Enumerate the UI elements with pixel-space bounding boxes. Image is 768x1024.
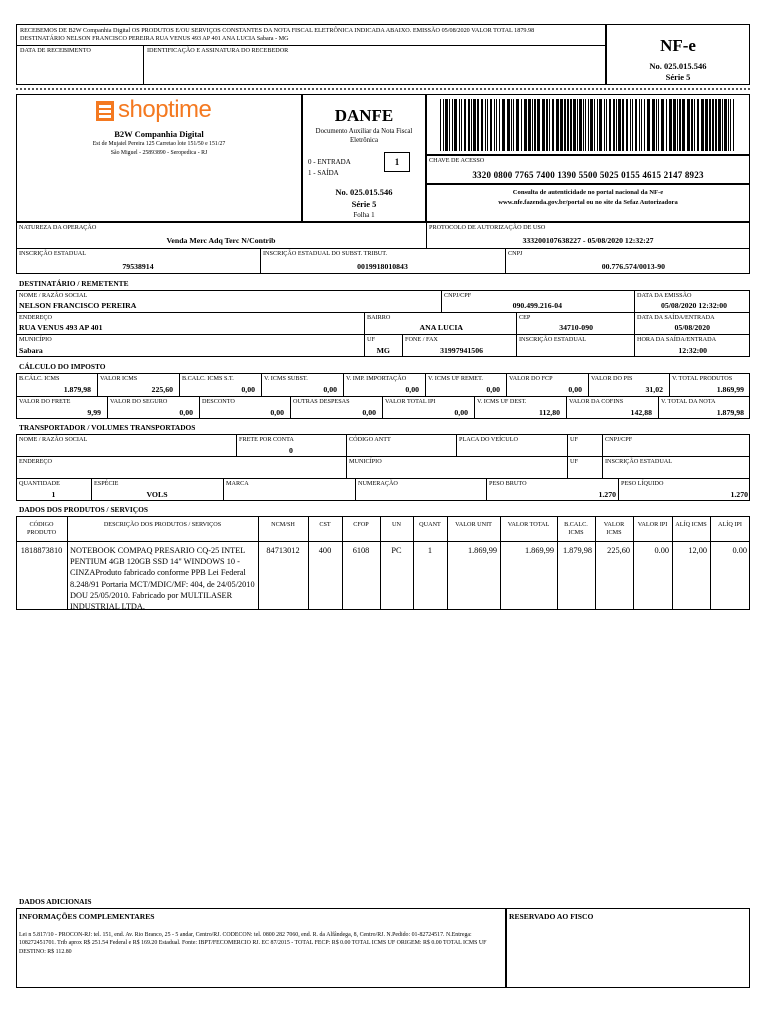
- cell-divider: [107, 396, 108, 419]
- barcode-bar: [552, 99, 554, 151]
- imposto-value: 0,00: [454, 408, 468, 417]
- transp-frete: 0: [289, 446, 293, 455]
- barcode-bar: [556, 99, 559, 151]
- canhoto-text: [20, 27, 604, 43]
- barcode-bar: [585, 99, 586, 151]
- transp-endereco-label: ENDEREÇO: [19, 458, 52, 465]
- column-divider: [380, 516, 381, 610]
- column-header: VALOR IPI: [637, 521, 668, 528]
- product-cell: PC: [391, 546, 402, 555]
- danfe-subtitle: Documento Auxiliar da Nota Fiscal Eletrônica: [315, 128, 413, 145]
- product-cell: 0.00: [732, 546, 747, 555]
- barcode-bar: [481, 99, 483, 151]
- protocolo-value: 333200107638227 - 05/08/2020 12:32:27: [522, 236, 654, 245]
- barcode-bar: [652, 99, 655, 151]
- dest-municipio: Sabara: [19, 346, 43, 355]
- barcode-bar: [490, 99, 492, 151]
- barcode: [438, 99, 738, 151]
- cell-divider: [669, 373, 670, 396]
- dest-saida: 05/08/2020: [674, 323, 710, 332]
- column-header: UN: [392, 521, 401, 528]
- barcode-bar: [687, 99, 690, 151]
- barcode-bar: [513, 99, 514, 151]
- barcode-bar: [528, 99, 531, 151]
- imposto-label: VALOR ICMS: [100, 375, 138, 382]
- barcode-bar: [524, 99, 527, 151]
- barcode-bar: [560, 99, 563, 151]
- cut-line: [16, 88, 750, 90]
- product-cell: 12,00: [688, 546, 707, 555]
- barcode-bar: [499, 99, 500, 151]
- column-header: B.CALC. ICMS: [564, 521, 588, 537]
- barcode-bar: [722, 99, 723, 151]
- barcode-bar: [588, 99, 589, 151]
- column-header: CFOP: [353, 521, 369, 528]
- dest-emissao-label: DATA DA EMISSÃO: [637, 292, 692, 299]
- barcode-bar: [644, 99, 645, 151]
- cell-divider: [179, 373, 180, 396]
- barcode-bar: [733, 99, 734, 151]
- cell-divider: [566, 396, 567, 419]
- danfe-number: No. 025.015.546: [335, 187, 393, 197]
- barcode-bar: [477, 99, 479, 151]
- product-cell: 400: [318, 546, 332, 555]
- barcode-bar: [599, 99, 602, 151]
- column-divider: [413, 516, 414, 610]
- barcode-bar: [730, 99, 731, 151]
- barcode-bar: [616, 99, 617, 151]
- dest-bairro: ANA LUCIA: [419, 323, 463, 332]
- imposto-value: 112,80: [538, 408, 560, 417]
- cell-divider: [474, 396, 475, 419]
- canhoto-line1: RECEBEMOS DE B2W Companhia Digital OS PRODUTOS E/OU SERVIÇOS CONSTANTES DA NOTA FISCAL ELETRÔNICA INDICADA ABAIXO. EMISSÃO 05/08/2020 VALOR TOTAL 1879.98: [20, 27, 535, 34]
- cell-divider: [261, 373, 262, 396]
- dest-cnpj-label: CNPJ/CPF: [444, 292, 472, 299]
- barcode-bar: [715, 99, 717, 151]
- imposto-value: 31,02: [645, 385, 663, 394]
- column-divider: [500, 516, 501, 610]
- barcode-bar: [464, 99, 466, 151]
- barcode-bar: [656, 99, 657, 151]
- dest-ie-label: INSCRIÇÃO ESTADUAL: [519, 336, 587, 343]
- transp-especie-label: ESPÉCIE: [94, 480, 119, 487]
- barcode-bar: [705, 99, 708, 151]
- imposto-label: V. ICMS UF REMET.: [428, 375, 483, 382]
- cell-divider: [97, 373, 98, 396]
- barcode-bar: [496, 99, 497, 151]
- barcode-bar: [570, 99, 572, 151]
- imposto-value: 1.869,99: [716, 385, 744, 394]
- barcode-bar: [697, 99, 699, 151]
- entrada-label: 0 - ENTRADA: [308, 158, 351, 166]
- product-cell: 1.869,99: [467, 546, 497, 555]
- barcode-bar: [468, 99, 470, 151]
- transp-placa-label: PLACA DO VEÍCULO: [459, 436, 519, 443]
- column-divider: [633, 516, 634, 610]
- barcode-bar: [494, 99, 495, 151]
- transp-municipio-label: MUNICÍPIO: [349, 458, 382, 465]
- dest-emissao: 05/08/2020 12:32:00: [660, 301, 727, 310]
- transportador-section: TRANSPORTADOR / VOLUMES TRANSPORTADOS: [19, 423, 196, 432]
- barcode-bar: [537, 99, 540, 151]
- transp-quantidade: 1: [51, 490, 56, 499]
- column-divider: [67, 516, 68, 610]
- barcode-bar: [452, 99, 453, 151]
- barcode-bar: [583, 99, 584, 151]
- column-divider: [342, 516, 343, 610]
- column-divider: [308, 516, 309, 610]
- dest-saida-label: DATA DA SAÍDA/ENTRADA: [637, 314, 715, 321]
- barcode-bar: [579, 99, 582, 151]
- product-cell: NOTEBOOK COMPAQ PRESARIO CQ-25 INTEL PENTIUM 4GB 120GB SSD 14" WINDOWS 10 - CINZAProduto fabricado conforme PPB Lei Federal 8.248/91 Portaria MCT/MDIC/MF: 404, de 24/05/2010 DOU 25/05/2010. Fabricado por MULTILASER INDUSTRIAL LTDA.: [70, 546, 255, 611]
- barcode-bar: [454, 99, 457, 151]
- danfe-folha: Folha 1: [353, 211, 375, 219]
- adicionais-section: DADOS ADICIONAIS: [19, 897, 92, 906]
- transp-quantidade-label: QUANTIDADE: [19, 480, 60, 487]
- barcode-bar: [546, 99, 548, 151]
- consulta-line1: Consulta de autenticidade no portal nacional da NF-e: [512, 189, 664, 196]
- cell-divider: [199, 396, 200, 419]
- barcode-bar: [641, 99, 642, 151]
- iest-value: 0019918010843: [357, 262, 408, 271]
- dest-cep: 34710-090: [559, 323, 593, 332]
- product-cell: 84713012: [266, 546, 300, 555]
- dest-cep-label: CEP: [519, 314, 531, 321]
- chave-value: 3320 0800 7765 7400 1390 5500 5025 0155 4615 2147 8923: [472, 170, 704, 180]
- barcode-bar: [647, 99, 650, 151]
- transp-nome-label: NOME / RAZÃO SOCIAL: [19, 436, 88, 443]
- barcode-bar: [669, 99, 672, 151]
- barcode-bar: [577, 99, 578, 151]
- barcode-bar: [604, 99, 605, 151]
- info-complementares-text: Lei n 5.817/10 - PROCON-RJ: tel. 151, end. Av. Rio Branco, 25 - 5 andar, Centro/RJ. CODECON: tel. 0800 282 7060, end. R. da Alfândega, 8, Centro/RJ. N.Pedido: 01-82724517. N.Entrega: 108272451701. Trib aprox R$ 251.54 Federal e R$ 169.20 Estadual. Fonte: IBPT/FECOMERCIO RJ. EC 87/2015 - TOTAL FECP: R$ 0.00 TOTAL ICMS UF ORIGEM: R$ 0.00 TOTAL ICMS UF DESTINO: R$ 112.80: [19, 932, 487, 955]
- imposto-label: OUTRAS DESPESAS: [293, 398, 350, 405]
- danfe-serie: Série 5: [351, 199, 377, 209]
- transp-peso-bruto-label: PESO BRUTO: [489, 480, 527, 487]
- barcode-bar: [461, 99, 462, 151]
- column-header: ALÍQ ICMS: [675, 521, 707, 528]
- column-header: NCM/SH: [271, 521, 295, 528]
- imposto-value: 0,00: [568, 385, 582, 394]
- dest-hora-label: HORA DA SAÍDA/ENTRADA: [637, 336, 717, 343]
- imposto-label: V. IMP. IMPORTAÇÃO: [346, 375, 407, 382]
- column-header: VALOR TOTAL: [507, 521, 550, 528]
- imposto-value: 1.879,98: [716, 408, 744, 417]
- nfe-serie: Série 5: [665, 72, 691, 82]
- barcode-bar: [606, 99, 607, 151]
- imposto-value: 0,00: [486, 385, 500, 394]
- cell-divider: [343, 373, 344, 396]
- imposto-label: VALOR DO FRETE: [19, 398, 71, 405]
- barcode-bar: [701, 99, 704, 151]
- barcode-bar: [502, 99, 505, 151]
- dest-uf-label: UF: [367, 336, 375, 343]
- barcode-bar: [567, 99, 569, 151]
- barcode-bar: [521, 99, 522, 151]
- imposto-section: CÁLCULO DO IMPOSTO: [19, 362, 106, 371]
- natureza-label: NATUREZA DA OPERAÇÃO: [19, 224, 97, 231]
- barcode-bar: [618, 99, 621, 151]
- dest-fone: 31997941506: [440, 346, 483, 355]
- imposto-label: VALOR TOTAL IPI: [385, 398, 436, 405]
- barcode-bar: [639, 99, 640, 151]
- column-header: QUANT: [419, 521, 441, 528]
- natureza-value: Venda Merc Adq Terc N/Contrib: [166, 236, 276, 245]
- column-divider: [258, 516, 259, 610]
- cnpj-value: 00.776.574/0013-90: [601, 262, 665, 271]
- imposto-label: VALOR DO SEGURO: [110, 398, 168, 405]
- imposto-value: 0,00: [179, 408, 193, 417]
- barcode-bar: [534, 99, 536, 151]
- barcode-bar: [473, 99, 476, 151]
- barcode-bar: [594, 99, 595, 151]
- barcode-bar: [724, 99, 727, 151]
- barcode-bar: [573, 99, 576, 151]
- barcode-bar: [459, 99, 460, 151]
- imposto-label: VALOR DA COFINS: [569, 398, 624, 405]
- barcode-bar: [694, 99, 695, 151]
- product-cell: 225,60: [607, 546, 630, 555]
- cell-divider: [658, 396, 659, 419]
- protocolo-label: PROTOCOLO DE AUTORIZAÇÃO DE USO: [429, 224, 546, 231]
- barcode-bar: [440, 99, 441, 151]
- transp-numeracao-label: NUMERAÇÃO: [358, 480, 398, 487]
- dest-uf: MG: [376, 346, 390, 355]
- transp-marca-label: MARCA: [226, 480, 249, 487]
- canhoto-line2: DESTINATÁRIO NELSON FRANCISCO PEREIRA RUA VENUS 493 AP 401 ANA LUCIA Sabara - MG: [20, 35, 289, 42]
- barcode-bar: [597, 99, 598, 151]
- column-header: ALÍQ IPI: [718, 521, 742, 528]
- column-header: CÓDIGO PRODUTO: [26, 521, 57, 537]
- imposto-label: DESCONTO: [202, 398, 235, 405]
- imposto-value: 142,88: [630, 408, 652, 417]
- imposto-label: B.CÁLC. ICMS: [19, 375, 60, 382]
- product-cell: 1: [427, 546, 433, 555]
- column-divider: [447, 516, 448, 610]
- transp-especie: VOLS: [146, 490, 168, 499]
- barcode-bar: [630, 99, 631, 151]
- transp-ie-label: INSCRIÇÃO ESTADUAL: [605, 458, 673, 465]
- barcode-bar: [679, 99, 681, 151]
- barcode-bar: [549, 99, 550, 151]
- barcode-bar: [532, 99, 533, 151]
- destinatario-section: DESTINATÁRIO / REMETENTE: [19, 279, 129, 288]
- product-cell: 1.869,99: [524, 546, 554, 555]
- product-cell: 0.00: [654, 546, 669, 555]
- transp-frete-label: FRETE POR CONTA: [239, 436, 294, 443]
- column-divider: [710, 516, 711, 610]
- tipo-value: 1: [394, 157, 400, 167]
- barcode-bar: [487, 99, 488, 151]
- barcode-bar: [666, 99, 667, 151]
- barcode-bar: [485, 99, 486, 151]
- imposto-value: 0,00: [323, 385, 337, 394]
- cell-divider: [290, 396, 291, 419]
- identificacao-label: IDENTIFICAÇÃO E ASSINATURA DO RECEBEDOR: [147, 47, 289, 54]
- imposto-label: V. TOTAL PRODUTOS: [672, 375, 733, 382]
- imposto-value: 0,00: [362, 408, 376, 417]
- imposto-value: 1.879,98: [63, 385, 91, 394]
- barcode-bar: [622, 99, 624, 151]
- barcode-bar: [718, 99, 721, 151]
- transp-peso-liquido-label: PESO LÍQUIDO: [621, 480, 664, 487]
- imposto-value: 225,60: [151, 385, 173, 394]
- dest-municipio-label: MUNICÍPIO: [19, 336, 52, 343]
- chave-label: CHAVE DE ACESSO: [429, 157, 485, 164]
- product-cell: 6108: [352, 546, 370, 555]
- transp-antt-label: CÓDIGO ANTT: [349, 436, 391, 443]
- barcode-bar: [443, 99, 444, 151]
- danfe-title: DANFE: [334, 106, 394, 125]
- barcode-bar: [677, 99, 678, 151]
- barcode-bar: [635, 99, 637, 151]
- transp-peso-liquido: 1.270: [730, 490, 748, 499]
- barcode-bar: [661, 99, 664, 151]
- iest-label: INSCRIÇÃO ESTADUAL DO SUBST. TRIBUT.: [263, 250, 388, 257]
- transp-uf2-label: UF: [570, 458, 578, 465]
- column-header: VALOR ICMS: [603, 521, 625, 537]
- dest-endereco: RUA VENUS 493 AP 401: [19, 323, 103, 332]
- shoptime-logo: [94, 96, 234, 126]
- barcode-bar: [709, 99, 711, 151]
- barcode-bar: [682, 99, 685, 151]
- shoptime-logo-text: shoptime: [118, 96, 212, 123]
- imposto-label: VALOR DO PIS: [591, 375, 633, 382]
- barcode-bar: [564, 99, 566, 151]
- column-header: VALOR UNIT: [455, 521, 492, 528]
- barcode-bar: [449, 99, 450, 151]
- dest-fone-label: FONE / FAX: [405, 336, 438, 343]
- nfe-number: No. 025.015.546: [649, 61, 707, 71]
- barcode-bar: [507, 99, 510, 151]
- dest-cnpj: 090.499.216-04: [512, 301, 562, 310]
- data-recebimento-label: DATA DE RECEBIMENTO: [20, 47, 91, 54]
- barcode-bar: [445, 99, 448, 151]
- barcode-bar: [516, 99, 519, 151]
- dest-nome: NELSON FRANCISCO PEREIRA: [19, 301, 137, 310]
- imposto-label: V. ICMS SUBST.: [264, 375, 308, 382]
- cell-divider: [425, 373, 426, 396]
- saida-label: 1 - SAÍDA: [308, 169, 339, 177]
- tipo-box: [384, 152, 410, 172]
- barcode-bar: [712, 99, 714, 151]
- reservado-fisco-label: RESERVADO AO FISCO: [509, 912, 594, 921]
- cnpj-label: CNPJ: [508, 250, 523, 257]
- imposto-value: 9,99: [87, 408, 101, 417]
- transp-cnpj-label: CNPJ/CPF: [605, 436, 633, 443]
- imposto-label: V. ICMS UF DEST.: [477, 398, 527, 405]
- imposto-label: VALOR DO FCP: [509, 375, 553, 382]
- imposto-label: B.CALC. ICMS S.T.: [182, 375, 234, 382]
- shoptime-logo-icon: [94, 98, 116, 124]
- barcode-bar: [511, 99, 512, 151]
- transp-uf-label: UF: [570, 436, 578, 443]
- imposto-value: 0,00: [270, 408, 284, 417]
- dest-nome-label: NOME / RAZÃO SOCIAL: [19, 292, 88, 299]
- column-header: CST: [319, 521, 331, 528]
- consulta-line2: www.nfe.fazenda.gov.br/portal ou no site da Sefaz Autorizadora: [498, 199, 678, 206]
- dest-endereco-label: ENDEREÇO: [19, 314, 52, 321]
- barcode-bar: [691, 99, 693, 151]
- barcode-bar: [590, 99, 593, 151]
- info-complementares-label: INFORMAÇÕES COMPLEMENTARES: [19, 912, 155, 921]
- emitente-address2: São Miguel - 25893890 - Seropedica - RJ: [110, 150, 208, 156]
- emitente-address1: Est de Mujaiel Pereira 125 Carretao lote 151/50 e 151/27: [92, 141, 226, 147]
- product-cell: 1.879,98: [562, 546, 592, 555]
- barcode-bar: [632, 99, 633, 151]
- barcode-bar: [613, 99, 615, 151]
- ie-label: INSCRIÇÃO ESTADUAL: [19, 250, 87, 257]
- dest-bairro-label: BAIRRO: [367, 314, 391, 321]
- produtos-section: DADOS DOS PRODUTOS / SERVIÇOS: [19, 505, 148, 514]
- column-header: DESCRIÇÃO DOS PRODUTOS / SERVIÇOS: [103, 521, 222, 528]
- cell-divider: [506, 373, 507, 396]
- barcode-bar: [471, 99, 472, 151]
- barcode-bar: [542, 99, 545, 151]
- cell-divider: [382, 396, 383, 419]
- barcode-bar: [673, 99, 676, 151]
- nfe-title: NF-e: [660, 36, 696, 55]
- imposto-label: V. TOTAL DA NOTA: [661, 398, 716, 405]
- dest-hora: 12:32:00: [678, 346, 707, 355]
- cell-divider: [588, 373, 589, 396]
- imposto-value: 0,00: [405, 385, 419, 394]
- ie-value: 79538914: [122, 262, 154, 271]
- emitente-name: B2W Companhia Digital: [114, 129, 204, 139]
- transp-peso-bruto: 1.270: [598, 490, 616, 499]
- imposto-value: 0,00: [241, 385, 255, 394]
- column-divider: [672, 516, 673, 610]
- product-cell: 1818873810: [20, 546, 63, 555]
- barcode-bar: [728, 99, 729, 151]
- barcode-bar: [626, 99, 628, 151]
- barcode-bar: [609, 99, 611, 151]
- barcode-bar: [658, 99, 659, 151]
